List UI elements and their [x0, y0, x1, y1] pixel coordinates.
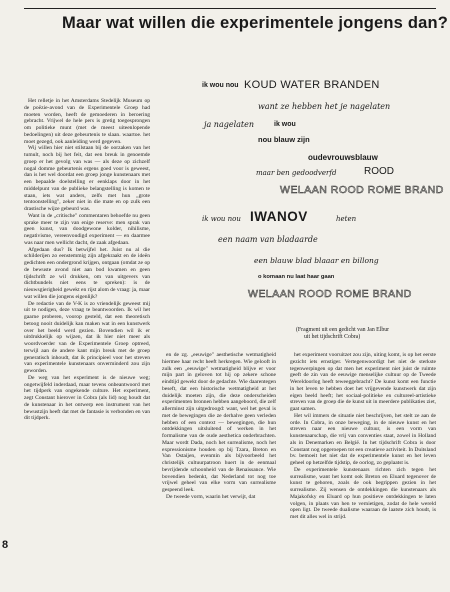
paragraph: De experimentele kunstenaars richten zich tegen het surrealisme, want het komt ook Breton en Eluard tegenover de kunst te gehoren, zoals de ook begrippen gezien in het surrealisme. Zij wensen de ontdekkingen die kunstenaars als Majakofsky en Eluard op hun positieve ontdekkingen te laten volgen, in plaats van hen te vernietigen, zodat de hele wereld open ligt. De tweede dualisme waaraan de laatste zich houdt, is met dit alles wel in strijd. — [290, 466, 436, 520]
poem-line-4: nou blauw zijn — [258, 135, 310, 144]
paragraph: Het wil immers de situatie niet beschrijven, het stelt ze aan de orde. In Cobra, in onze beweging, in de nieuwe kunst en het streven naar een nieuwe cultuur, is een vorm van kunstenaarschap, die vrij van conventies staat, zowel in Holland als in Denemarken en België. In het tijdschrift Cobra is door Constant nog opgeroepen tot een creatieve activiteit. In Duitsland bv. bemoeit het niet dat de experimentele kunst en het leven geheel op hetzelfde tijdstip, de oorlog, zo geplaatst is. — [290, 412, 436, 466]
poem-caption — [296, 327, 446, 341]
paragraph: Het relletje in het Amsterdams Stedelijk Museum op de poëzie-avond van de Experimentele Groep had moeten worden, heeft de gemoederen in beroering gebracht. Vrijwel de hele pers is gretig toegesprongen om politieke munt (met de meest uiteenlopende bedoelingen) uit deze gebeurtenis te slaan. waartoe. het moet gezegd, ook aanleiding werd gegeven. — [24, 98, 150, 145]
poem-line-3a: ja nagelaten — [204, 120, 254, 129]
top-rule — [24, 8, 436, 9]
poem-line-6a: maar ben gedoodverfd — [256, 169, 337, 177]
page-number: 8 — [2, 539, 9, 551]
paragraph: Wij willen hier niet stilstaan bij de oorzaken van het tumult, noch bij het feit, dat een breuk in genoemde groep er het gevolg van was — als deze op zichzelf nogal domme gebeurtenis ergens goed voor is geweest, dan is het wel doordat een groep jonge kunstenaars met een bepaalde doelstelling er eenklaps door in het middelpunt van de publieke belangstelling is komen te staan, iets wat anders, zelfs met hun „grote tentoonstelling", zeker niet in die mate en op zulk een drastische wijze gebeurd was. — [24, 145, 150, 212]
paragraph: Want in de „critische" commentaren behoefde nu geen sprake meer te zijn van enige reserve: men sprak van geen kunst, van doodgewone kolder, nihilisme, negativisme, vereenvoudigd experiment — en daarmee was naar men wellicht dacht, de zaak afgedaan. — [24, 212, 150, 246]
caption-line-1: (Fragment uit een gedicht van Jan Elbur — [296, 327, 390, 333]
poem-line-9: een naam van bladaarde — [218, 235, 318, 244]
paragraph: De redactie van de V-K is zo vriendelijk geweest mij uit te nodigen, deze vraag te beantwoorden. Ik wil het gaarne proberen, voorop gesteld, dat een theoretisch betoog nooit duidelijk kan maken wat in een kunstwerk over het beeld werd gezien. Bovendien wil ik er uitdrukkelijk op wijzen, dat ik hier niet meer als woordvoerder van de Experimentele Groep optreed, terwijl aan de andere kant mijn breuk met de groep generatisch inhoudt, dat ik principieel voor het streven van experimentele kunstenaars onverminderd zou zijn geworden. — [24, 300, 150, 374]
poem-line-1a: ik wou nou — [202, 82, 239, 89]
paragraph: De weg van het experiment is de nieuwe weg; ongetwijfeld inderdaad, maar tevens onbeantwoord met het tijdperk van ongekende culture. Het experiment, zegt Constant hierover in Cobra (als lid) nog houdt dat de kunstenaar in het ontwerp een instrument van het bewustzijn heeft dat met de fantasie is verbonden en van dit tijdperk. — [24, 374, 150, 422]
poem-line-8b: IWANOV — [250, 209, 308, 224]
middle-text-column — [162, 352, 276, 584]
poem-line-12: WELAAN ROOD ROME BRAND — [248, 288, 412, 300]
poem-line-1b: KOUD WATER BRANDEN — [244, 79, 380, 91]
poem-line-11: o komaan nu laat haar gaan — [258, 274, 335, 280]
poem-line-6b: ROOD — [364, 166, 394, 177]
poem-fragment — [196, 79, 444, 310]
left-text-column — [24, 98, 150, 568]
poem-line-3b: ik wou — [274, 121, 296, 128]
poem-line-10: een blauw blad blaaar en billong — [254, 256, 379, 265]
poem-line-8c: heten — [336, 215, 357, 223]
poem-line-7: WELAAN ROOD ROME BRAND — [280, 184, 444, 196]
poem-line-5: oudevrouwsblauw — [308, 153, 378, 162]
paragraph: De tweede vorm, waarin het verwijt, dat — [166, 493, 256, 500]
poem-line-2: want ze hebben het je nagelaten — [258, 102, 391, 111]
article-title: Maar wat willen die experimentele jongens dan? — [62, 14, 449, 32]
paragraph: Afgedaan dus? Ik betwijfel het. Juist nu al die schilderijen zo eenstemmig zijn afgekraakt en de ideën gedichten een ondergrond krijgen, ontgaan (omdat ze op de bewuste avond niet aan bod kwamen en geen tijdschrift ze wil drukken, om van uitgevers van dichtbundels niet eens te spreken): is de nieuwsgierigheid gewekt en rijst alom de vraag: ja, maar wat willen die jongens eigenlijk? — [24, 246, 150, 300]
poem-line-8a: ik wou nou — [202, 215, 241, 223]
paragraph: en de zg. „eeuwige" aesthetische wetmatigheid hiermee haar recht heeft herkregen. Wie gelooft in zulk een „eeuwige" wetmatigheid blijve er voor mijn part in geloven tot hij op zekere schone eindtijd gewekt door de gedachte. Wie daarentegen beseft, dat een historische wetmatigheid at het duidelijk moeten zijn, die deze onderscheiden experimenten bronnen hebben aangeboord, die zelf allerminst zijn uitgedroogd: want, wel het geval is met de bewegingen die ze derhalve geen verleden hebben of een context — bewegingen, die hun ontdekkingen uitsluitend of werken in het formalisme van de oude aesthetica onderbrachten. Maar wordt Dada, noch het surrealisme, noch het expressionisme houden op bij Tzara, Breton en Van Ostaijen, evenmin als bijvoorbeeld het christelijk cultuurpatroon huert in de eenmaal bevrijdende schoonheid van de Renaissance. Wie bovendien bedenkt, dat Nederland tot nog toe vrijwel geheel van elke vorm van surrealisme gespeend leek. — [162, 352, 276, 493]
caption-line-2: uit het tijdschrift Cobra) — [304, 334, 361, 340]
right-text-column — [290, 352, 436, 584]
paragraph: het experiment vooruitzet zou zijn, uiting komt, is op het eerste gezicht iets ernstiger. Vertegenwoordigt het niet de sterkste tegenwerpingen op dat men het experiment niet juist de ruimte geeft de zin van de eeuwige menselijke cultuur op de Tweede Wereldoorlog heeft teweeggebracht? De kunst komt een functie in het leven te hebben doet het vrijgevende kunstwerk dat zijn eigen beeld heeft; het sociaal-politieke en cultureel-artistieke streven van de groep die de kunst uit in meerdere publikaties ziet, gaat samen. — [290, 352, 436, 412]
